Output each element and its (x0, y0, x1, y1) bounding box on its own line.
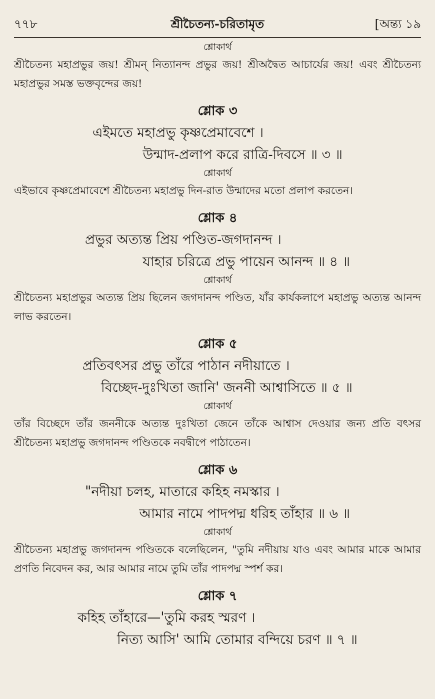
translation-text: শ্রীচৈতন্য মহাপ্রভুর অত্যন্ত প্রিয় ছিলেন জগদানন্দ পণ্ডিত, যাঁর কার্যকলাপে মহাপ্রভু অত্যন্ত আনন্দ লাভ করতেন। (14, 292, 421, 323)
verse-block (93, 122, 343, 166)
verse-line: এইমতে মহাপ্রভু কৃষ্ণপ্রেমাবেশে । (92, 125, 264, 141)
translation-text: এইভাবে কৃষ্ণপ্রেমাবেশে শ্রীচৈতন্য মহাপ্রভু দিন-রাত উন্মাদের মতো প্রলাপ করতেন। (14, 185, 353, 197)
translation-label: শ্লোকার্থ (203, 42, 232, 53)
header-rule (14, 37, 421, 38)
verse-heading: শ্লোক ৬ (197, 463, 238, 478)
chapter-reference: [অন্ত্য ১৯ (374, 17, 421, 31)
translation-text: শ্রীচৈতন্য মহাপ্রভু জগদানন্দ পণ্ডিতকে বলেছিলেন, "তুমি নদীয়ায় যাও এবং আমার মাকে আমার প্রণতি নিবেদন কর, আর আমার নামে তুমি তাঁর পাদপদ্ম স্পর্শ কর। (14, 544, 421, 575)
verse-line: যাহার চরিত্রে প্রভু পায়েন আনন্দ ॥ ৪ ॥ (142, 254, 350, 270)
translation-label: শ্লোকার্থ (203, 275, 232, 286)
translation-text: তাঁর বিচ্ছেদে তাঁর জননীকে অত্যন্ত দুঃখিতা জেনে তাঁকে আশ্বাস দেওয়ার জন্য প্রতি বৎসর শ্রীচৈতন্য মহাপ্রভু জগদানন্দ পণ্ডিতকে নবদ্বীপে পাঠাতেন। (14, 418, 421, 449)
translation-label: শ্লোকার্থ (203, 168, 232, 179)
verse-line: আমার নামে পাদপদ্ম ধরিহ তাঁহার ॥ ৬ ॥ (139, 506, 350, 522)
running-title: শ্রীচৈতন্য-চরিতামৃত (170, 17, 265, 31)
translation-label: শ্লোকার্থ (203, 401, 232, 412)
verse-line: প্রতিবৎসর প্রভু তাঁরে পাঠান নদীয়াতে । (82, 358, 290, 374)
verse-line: "নদীয়া চলহ, মাতারে কহিহ নমস্কার । (85, 484, 280, 500)
verse-heading: শ্লোক ৫ (197, 337, 238, 352)
page-content (14, 40, 421, 651)
verse-heading: শ্লোক ৩ (197, 104, 238, 119)
verse-line: নিত্য আসি' আমি তোমার বন্দিয়ে চরণ ॥ ৭ ॥ (116, 632, 358, 648)
verse-line: প্রভুর অত্যন্ত প্রিয় পণ্ডিত-জগদানন্দ । (85, 232, 282, 248)
page-number: ৭৭৮ (14, 17, 38, 31)
verse-heading: শ্লোক ৭ (197, 589, 238, 604)
verse-line: বিচ্ছেদ-দুঃখিতা জানি' জননী আশ্বাসিতে ॥ ৫ ॥ (101, 380, 353, 396)
verse-block (85, 481, 350, 525)
page-header (14, 16, 421, 38)
verse-line: কহিহ তাঁহারে—'তুমি করহ স্মরণ । (77, 610, 256, 626)
verse-block (85, 229, 350, 273)
verse-line: উন্মাদ-প্রলাপ করে রাত্রি-দিবসে ॥ ৩ ॥ (142, 147, 343, 163)
verse-block (83, 355, 353, 399)
verse-heading: শ্লোক ৪ (197, 211, 238, 226)
translation-label: শ্লোকার্থ (203, 527, 232, 538)
translation-text: শ্রীচৈতন্য মহাপ্রভুর জয়! শ্রীমন্‌ নিত্যানন্দ প্রভুর জয়! শ্রীঅদ্বৈত আচার্যের জয়! এবং শ্রীচৈতন্য মহাপ্রভুর সমস্ত ভক্তবৃন্দের জয়! (14, 59, 421, 90)
verse-block (78, 607, 358, 651)
